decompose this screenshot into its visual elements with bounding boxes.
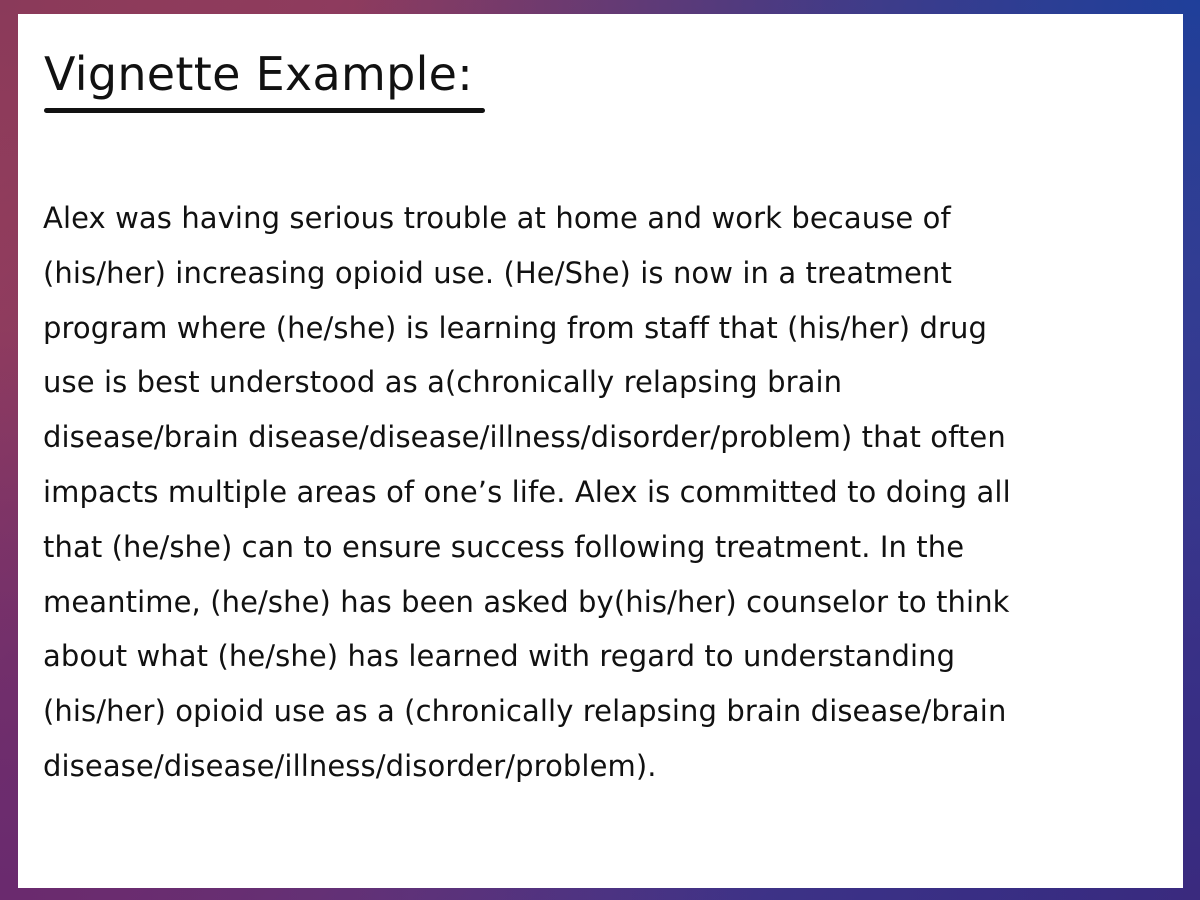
text-line: about what (he/she) has learned with regard to understanding bbox=[43, 639, 956, 674]
text-line: disease/brain disease/disease/illness/disorder/problem) that often bbox=[43, 420, 1006, 455]
text-line: program where (he/she) is learning from staff that (his/her) drug bbox=[43, 310, 988, 345]
text-line: impacts multiple areas of one’s life. Alex is committed to doing all bbox=[43, 474, 1011, 509]
title-underline bbox=[44, 108, 485, 113]
slide-card bbox=[18, 14, 1183, 888]
slide-title: Vignette Example: bbox=[44, 47, 474, 101]
vignette-text bbox=[43, 191, 1163, 794]
text-line: meantime, (he/she) has been asked by(his/her) counselor to think bbox=[43, 584, 1010, 619]
text-line: (his/her) increasing opioid use. (He/She) is now in a treatment bbox=[43, 255, 952, 290]
text-line: use is best understood as a(chronically relapsing brain bbox=[43, 365, 843, 400]
text-line: Alex was having serious trouble at home and work because of bbox=[43, 201, 951, 235]
text-line: (his/her) opioid use as a (chronically relapsing brain disease/brain bbox=[43, 694, 1007, 729]
text-line: disease/disease/illness/disorder/problem). bbox=[43, 748, 657, 783]
text-line: that (he/she) can to ensure success following treatment. In the bbox=[43, 529, 965, 564]
